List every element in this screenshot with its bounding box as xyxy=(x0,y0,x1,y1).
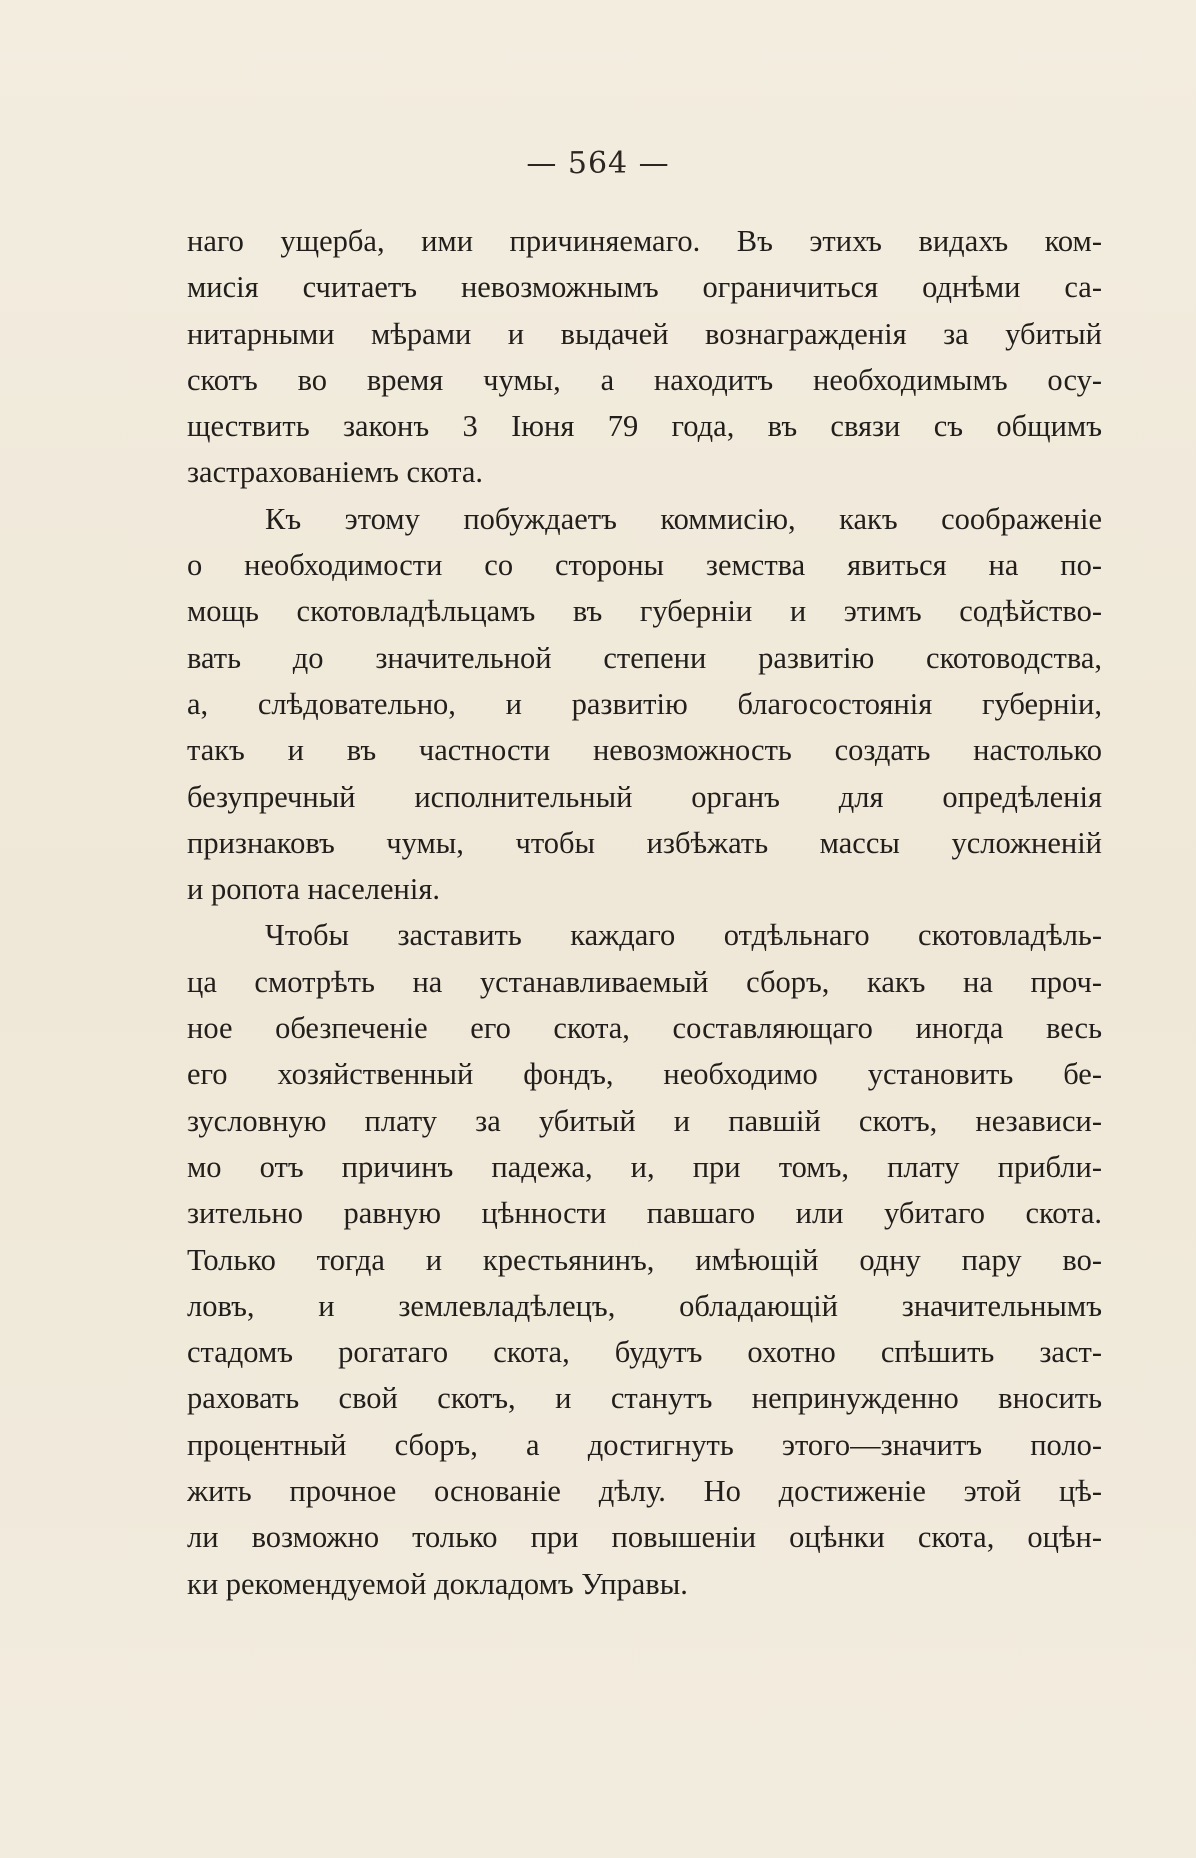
text-line: ли возможно только при повышеніи оцѣнки скота, оцѣн- xyxy=(187,1520,1102,1555)
paragraph-2 xyxy=(187,496,1102,913)
text-line: признаковъ чумы, чтобы избѣжать массы усложненій xyxy=(187,825,1102,860)
paragraph-3 xyxy=(187,912,1102,1606)
text-line: скотъ во время чумы, а находитъ необходимымъ осу- xyxy=(187,362,1102,397)
text-line: застрахованіемъ скота. xyxy=(187,455,484,490)
text-line: наго ущерба, ими причиняемаго. Въ этихъ видахъ ком- xyxy=(187,224,1102,258)
text-line: ки рекомендуемой докладомъ Управы. xyxy=(187,1566,688,1601)
text-line: ное обезпеченіе его скота, составляющаго иногда весь xyxy=(187,1011,1102,1046)
text-line: зусловную плату за убитый и павшій скотъ, независи- xyxy=(187,1103,1102,1138)
text-line: ловъ, и землевладѣлецъ, обладающій значительнымъ xyxy=(187,1288,1102,1323)
text-line: ца смотрѣть на устанавливаемый сборъ, какъ на проч- xyxy=(187,964,1102,999)
text-line: Только тогда и крестьянинъ, имѣющій одну пару во- xyxy=(187,1242,1102,1277)
page-number: — 564 — xyxy=(526,146,670,181)
text-line: ществить законъ 3 Іюня 79 года, въ связи съ общимъ xyxy=(187,409,1102,444)
body-text xyxy=(187,218,1102,1607)
text-line: такъ и въ частности невозможность создать настолько xyxy=(187,733,1102,768)
text-line: раховать свой скотъ, и станутъ непринужденно вносить xyxy=(187,1381,1102,1416)
text-line: и ропота населенія. xyxy=(187,872,440,907)
text-line: мощь скотовладѣльцамъ въ губерніи и этимъ содѣйство- xyxy=(187,594,1102,629)
text-line: стадомъ рогатаго скота, будутъ охотно спѣшить заст- xyxy=(187,1335,1102,1370)
text-line: нитарными мѣрами и выдачей вознагражденія за убитый xyxy=(187,316,1102,351)
text-line: процентный сборъ, а достигнуть этого—значитъ поло- xyxy=(187,1427,1102,1462)
text-line: Къ этому побуждаетъ коммисію, какъ соображеніе xyxy=(265,501,1102,536)
text-line: его хозяйственный фондъ, необходимо установить бе- xyxy=(187,1057,1102,1092)
paragraph-1 xyxy=(187,218,1102,496)
text-line: Чтобы заставить каждаго отдѣльнаго скотовладѣль- xyxy=(265,918,1102,953)
text-line: мисія считаетъ невозможнымъ ограничиться однѣми са- xyxy=(187,270,1102,305)
text-line: а, слѣдовательно, и развитію благосостоянія губерніи, xyxy=(187,686,1102,721)
text-line: безупречный исполнительный органъ для опредѣленія xyxy=(187,779,1102,814)
text-line: о необходимости со стороны земства явиться на по- xyxy=(187,548,1102,583)
text-line: мо отъ причинъ падежа, и, при томъ, плату прибли- xyxy=(187,1149,1102,1184)
text-line: вать до значительной степени развитію скотоводства, xyxy=(187,640,1102,675)
text-line: зительно равную цѣнности павшаго или убитаго скота. xyxy=(187,1196,1102,1231)
text-line: жить прочное основаніе дѣлу. Но достиженіе этой цѣ- xyxy=(187,1474,1102,1509)
